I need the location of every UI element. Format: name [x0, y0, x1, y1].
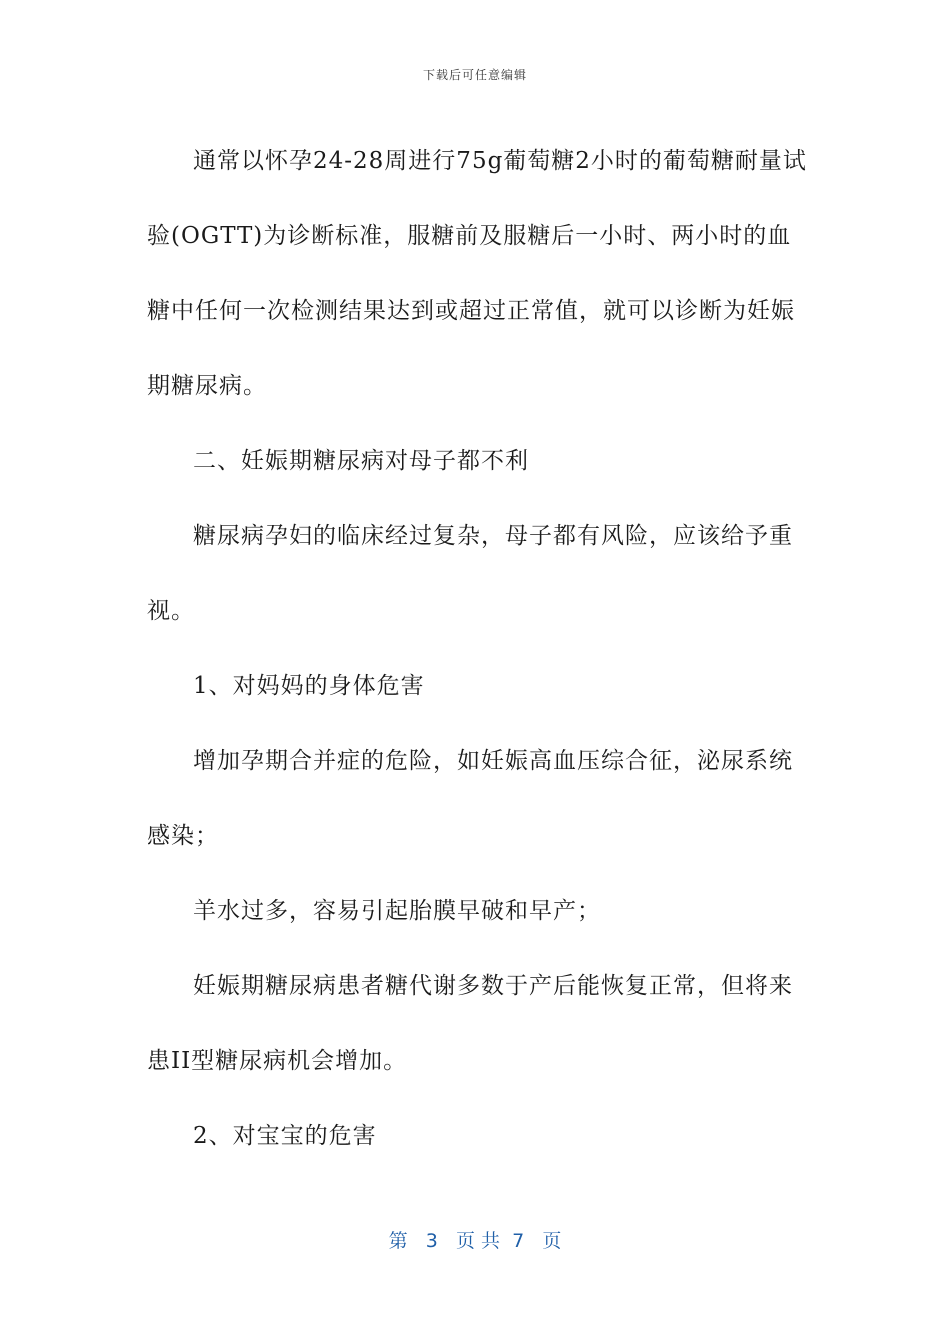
paragraph-complications: 增加孕期合并症的危险，如妊娠高血压综合征，泌尿系统感染；: [147, 748, 793, 849]
section-heading-2: 二、妊娠期糖尿病对母子都不利: [193, 448, 529, 474]
paragraph-risk: 糖尿病孕妇的临床经过复杂，母子都有风险，应该给予重视。: [147, 523, 793, 624]
footer-suffix: 页: [542, 1230, 562, 1252]
subheading-baby: 2、对宝宝的危害: [193, 1123, 377, 1149]
total-pages-number: 7: [512, 1230, 525, 1252]
subheading-mother: 1、对妈妈的身体危害: [193, 673, 425, 699]
document-body: [147, 124, 807, 1174]
page-footer: [0, 1226, 950, 1253]
current-page-number: 3: [425, 1230, 438, 1252]
paragraph-metabolism: 妊娠期糖尿病患者糖代谢多数于产后能恢复正常，但将来患II型糖尿病机会增加。: [147, 973, 793, 1074]
footer-prefix: 第: [388, 1230, 408, 1252]
page-header: 下载后可任意编辑: [422, 68, 527, 82]
footer-middle: 页 共: [455, 1230, 501, 1252]
paragraph-ogtt-diagnosis: 通常以怀孕24-28周进行75g葡萄糖2小时的葡萄糖耐量试验(OGTT)为诊断标准，服糖前及服糖后一小时、两小时的血糖中任何一次检测结果达到或超过正常值，就可以诊断为妊娠期糖尿病。: [147, 148, 807, 399]
paragraph-amniotic: 羊水过多，容易引起胎膜早破和早产；: [193, 898, 601, 924]
